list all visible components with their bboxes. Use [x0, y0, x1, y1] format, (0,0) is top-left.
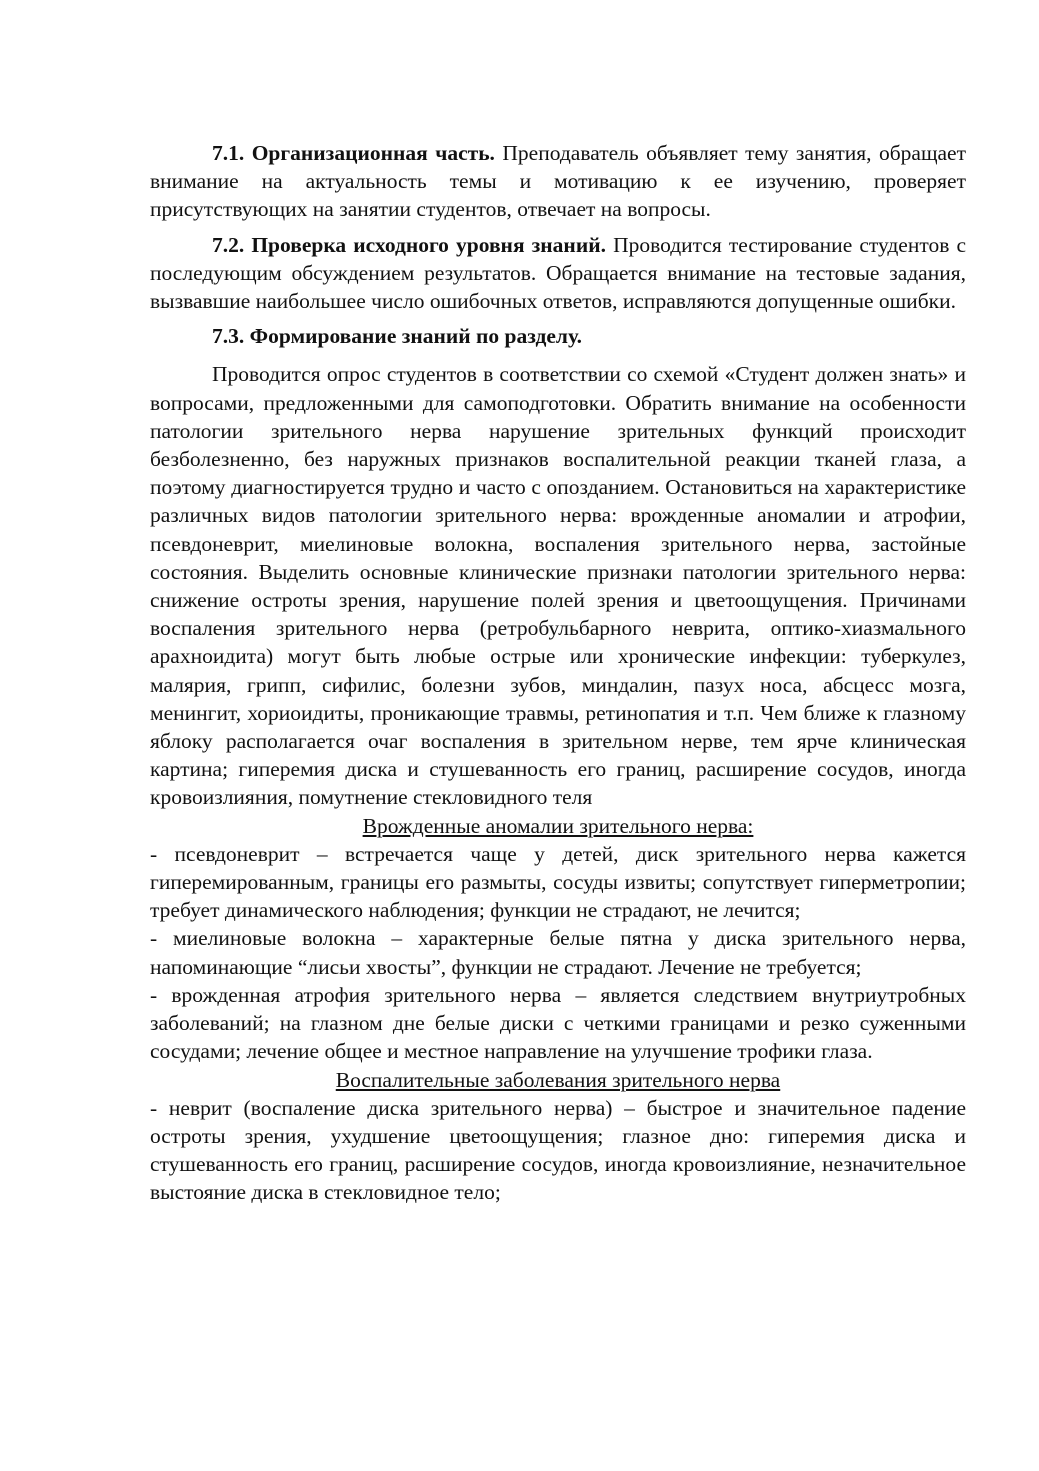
main-paragraph: Проводится опрос студентов в соответствии со схемой «Студент должен знать» и вопросами, предложенными для самоподготовки. Обратить внимание на особенности патологии зрительного нерва нарушение зрительных функций происходит безболезненно, без наружных признаков воспалительной реакции тканей глаза, а поэтому диагностируется трудно и часто с опозданием. Остановиться на характеристике различных видов патологии зрительного нерва: врожденные аномалии и атрофии, псевдоневрит, миелиновые волокна, воспаления зрительного нерва, застойные состояния. Выделить основные клинические признаки патологии зрительного нерва: снижение остроты зрения, нарушение полей зрения и цветоощущения. Причинами воспаления зрительного нерва (ретробульбарного неврита, оптико-хиазмального арахноидита) могут быть любые острые или хронические инфекции: туберкулез, малярия, грипп, сифилис, болезни зубов, миндалин, пазух носа, абсцесс мозга, менингит, хориоидиты, проникающие травмы, ретинопатия и т.п. Чем ближе к глазному яблоку располагается очаг воспаления в зрительном нерве, тем ярче клиническая картина; гиперемия диска и стушеванность его границ, расширение сосудов, иногда кровоизлияния, помутнение стекловидного теля: [150, 362, 966, 810]
list-item: - псевдоневрит – встречается чаще у детей, диск зрительного нерва кажется гиперемированным, границы его размыты, сосуды извиты; сопутствует гиперметропии; требует динамического наблюдения; функции не страдают, не лечится;: [150, 841, 966, 923]
section-7-2-text: Проводится тестирование студентов с последующим обсуждением результатов. Обращается внимание на тестовые задания, вызвавшие наибольшее число ошибочных ответов, исправляются допущенные ошибки.: [150, 232, 966, 314]
section-7-1-heading: 7.1. Организационная часть.: [212, 141, 495, 165]
list-item: - миелиновые волокна – характерные белые пятна у диска зрительного нерва, напоминающие “лисьи хвосты”, функции не страдают. Лечение не требуется;: [150, 926, 966, 979]
list-item: - неврит (воспаление диска зрительного нерва) – быстрое и значительное падение остроты зрения, ухудшение цветоощущения; глазное дно: гиперемия диска и стушеванность его границ, расширение сосудов, иногда кровоизлияние, незначительное выстояние диска в стекловидное тело;: [150, 1095, 966, 1205]
section-7-2-heading: 7.2. Проверка исходного уровня знаний.: [212, 232, 606, 257]
section-7-2: [150, 231, 966, 316]
inflammatory-title: Воспалительные заболевания зрительного нерва: [335, 1067, 781, 1092]
section-7-1: [150, 139, 966, 224]
list-item: - врожденная атрофия зрительного нерва – является следствием внутриутробных заболеваний; на глазном дне белые диски с четкими границами и резко суженными сосудами; лечение общее и местное направление на улучшение трофики глаза.: [150, 982, 966, 1064]
section-7-1-text: Преподаватель объявляет тему занятия, обращает внимание на актуальность темы и мотивацию к ее изучению, проверяет присутствующих на занятии студентов, отвечает на вопросы.: [150, 141, 966, 222]
section-7-3-heading: 7.3. Формирование знаний по разделу.: [212, 324, 582, 349]
document-page: [150, 139, 966, 1207]
congenital-title: Врожденные аномалии зрительного нерва:: [362, 813, 754, 838]
section-7-3: [150, 322, 966, 350]
